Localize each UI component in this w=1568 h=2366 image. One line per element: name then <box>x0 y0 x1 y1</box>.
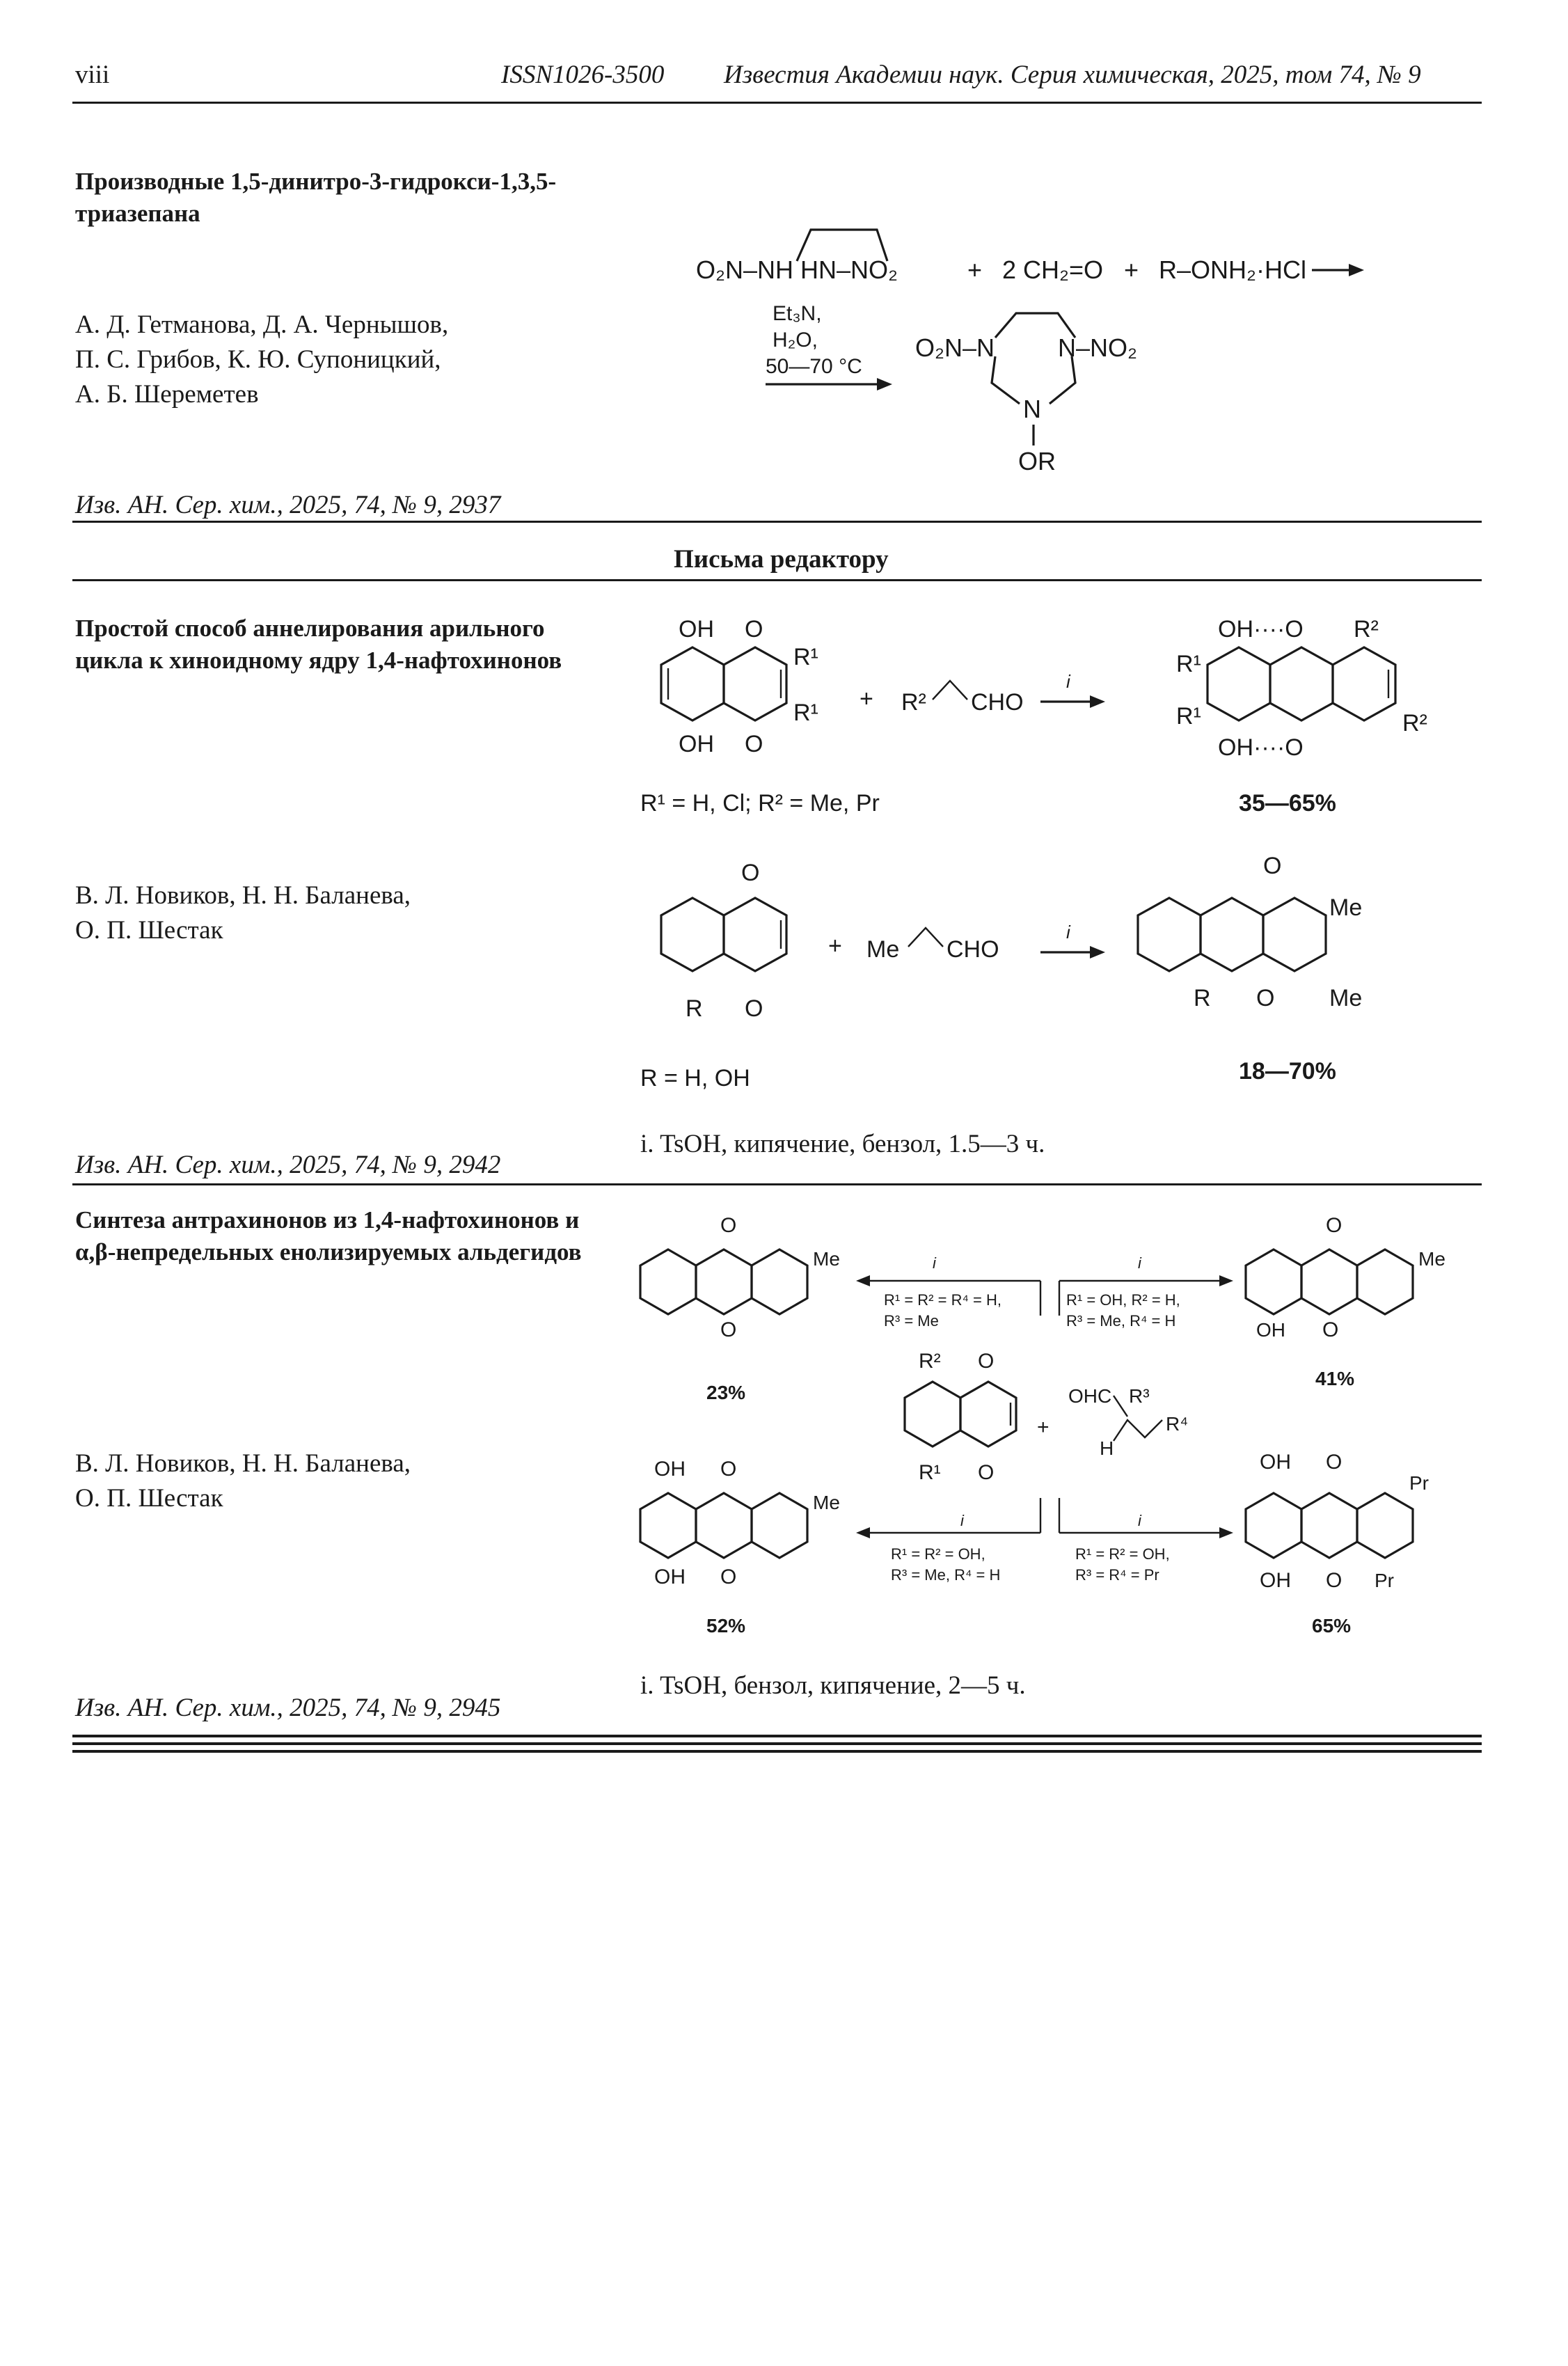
ring <box>905 1382 960 1446</box>
label: Me <box>813 1248 840 1270</box>
condition-line: Et₃N, <box>773 302 822 325</box>
section-heading: Письма редактору <box>674 545 889 574</box>
ring <box>1301 1249 1357 1314</box>
ring <box>696 1249 752 1314</box>
bond <box>1114 1396 1127 1417</box>
end-rule <box>72 1742 1482 1745</box>
label: CHO <box>947 936 999 963</box>
ring <box>1246 1249 1301 1314</box>
label: i <box>1066 922 1070 943</box>
label: Pr <box>1409 1472 1429 1494</box>
arrow-head <box>856 1275 870 1286</box>
ring <box>1138 898 1201 971</box>
ring <box>960 1382 1016 1446</box>
condition: R³ = Me, R⁴ = H <box>891 1566 1001 1584</box>
scheme-reagent-hydroxylamine: R–ONH₂·HCl <box>1159 255 1306 284</box>
label: R⁴ <box>1166 1413 1189 1435</box>
label: i <box>933 1254 936 1272</box>
label: OH <box>654 1458 686 1481</box>
arrow-head <box>856 1527 870 1538</box>
ring <box>1263 898 1326 971</box>
arrow-head <box>1090 695 1105 708</box>
page-number: viii <box>75 61 110 89</box>
chain <box>933 681 967 700</box>
label: O <box>1326 1451 1343 1474</box>
scheme-annelation <box>626 606 1482 1142</box>
label: Me <box>813 1492 840 1513</box>
journal-title: Известия Академии наук. Серия химическая, 2025, том 74, № 9 <box>724 61 1421 89</box>
author-line: О. П. Шестак <box>75 916 223 945</box>
ring <box>1333 647 1395 720</box>
label: O <box>978 1461 995 1484</box>
arrow-head <box>1219 1527 1233 1538</box>
plus: + <box>1037 1416 1050 1439</box>
label: O <box>978 1350 995 1373</box>
article-2-citation: Изв. АН. Сер. хим., 2025, 74, № 9, 2942 <box>75 1151 501 1179</box>
label: O <box>741 860 760 886</box>
label: OH <box>654 1565 686 1588</box>
label: R¹ <box>793 644 818 670</box>
author-line: А. Б. Шереметев <box>75 380 259 409</box>
condition: R¹ = OH, R² = H, <box>1066 1291 1180 1309</box>
label: O <box>745 731 763 757</box>
section-rule <box>72 521 1482 523</box>
article-2-title: Простой способ аннелирования арильного цикла к хиноидному ядру 1,4-нафтохинонов <box>75 615 562 674</box>
scheme-triazepane <box>668 209 1455 487</box>
yield: 35—65% <box>1239 790 1336 817</box>
label: OH <box>1260 1451 1291 1474</box>
end-rule <box>72 1735 1482 1737</box>
arrow-head <box>1090 946 1105 959</box>
scheme-plus: + <box>1124 255 1139 284</box>
label: i <box>1138 1254 1141 1272</box>
article-3-title: Синтеза антрахинонов из 1,4-нафтохинонов и α,β-непредельных енолизируемых альдегидов <box>75 1206 582 1265</box>
ring <box>661 647 724 720</box>
condition: R = H, OH <box>640 1065 750 1091</box>
ring <box>1270 647 1333 720</box>
scheme-anthraquinones <box>626 1211 1482 1671</box>
issn: ISSN1026-3500 <box>501 61 665 89</box>
label: Me <box>1329 985 1363 1011</box>
article-3-footnote: i. TsOH, бензол, кипячение, 2—5 ч. <box>640 1671 1026 1700</box>
ring <box>752 1249 807 1314</box>
label: OH <box>1256 1319 1285 1341</box>
condition: R³ = Me <box>884 1312 939 1330</box>
ring-left <box>992 356 1020 404</box>
label: R¹ <box>793 700 818 726</box>
condition-line: 50—70 °C <box>766 355 862 378</box>
scheme-reagent-formaldehyde: 2 CH₂=O <box>1002 255 1104 284</box>
ring <box>1357 1249 1413 1314</box>
condition: R¹ = R² = OH, <box>891 1545 985 1563</box>
ring <box>1357 1493 1413 1558</box>
ring <box>661 898 724 971</box>
ring <box>696 1493 752 1558</box>
label: R <box>1194 985 1211 1011</box>
condition-line: H₂O, <box>773 329 818 352</box>
yield: 52% <box>706 1615 746 1637</box>
label: O <box>1263 853 1282 879</box>
label: R¹ <box>1176 703 1201 729</box>
label: O <box>745 616 763 642</box>
ring <box>640 1493 696 1558</box>
ring <box>1246 1493 1301 1558</box>
label: R <box>686 995 703 1022</box>
author-line: О. П. Шестак <box>75 1484 223 1513</box>
condition: R³ = Me, R⁴ = H <box>1066 1312 1176 1330</box>
author-line: В. Л. Новиков, Н. Н. Баланева, <box>75 881 411 910</box>
label: R² <box>1402 710 1427 736</box>
label: O <box>1326 1569 1343 1592</box>
label: O <box>1326 1214 1343 1237</box>
product-label: OR <box>1018 447 1056 475</box>
label: OH <box>1260 1569 1291 1592</box>
arrow-head <box>877 378 892 391</box>
article-2-authors <box>75 878 604 948</box>
label: R¹ <box>919 1461 941 1484</box>
label: R² <box>1354 616 1379 642</box>
product-label: N <box>1023 395 1041 423</box>
label: OH <box>679 616 714 642</box>
label: R² <box>919 1350 941 1373</box>
condition: R¹ = R² = R⁴ = H, <box>884 1291 1001 1309</box>
yield: 41% <box>1315 1368 1355 1389</box>
ring <box>752 1493 807 1558</box>
header-rule <box>72 102 1482 104</box>
author-line: В. Л. Новиков, Н. Н. Баланева, <box>75 1449 411 1478</box>
label: i <box>1066 671 1070 692</box>
article-rule <box>72 1183 1482 1185</box>
label: OH····O <box>1218 616 1304 642</box>
label: R¹ <box>1176 651 1201 677</box>
article-1-title: Производные 1,5-динитро-3-гидрокси-1,3,5-триазепана <box>75 168 557 227</box>
ring <box>724 898 786 971</box>
yield: 18—70% <box>1239 1058 1336 1085</box>
label: OH <box>679 731 714 757</box>
ring <box>1207 647 1270 720</box>
label: R² <box>901 689 926 716</box>
label: Me <box>1329 894 1363 921</box>
label: O <box>1256 985 1275 1011</box>
plus: + <box>828 933 842 959</box>
product-label: N–NO₂ <box>1058 333 1137 362</box>
yield: 23% <box>706 1382 746 1403</box>
label: R³ <box>1129 1385 1150 1407</box>
condition: R¹ = H, Cl; R² = Me, Pr <box>640 790 880 817</box>
yield: 65% <box>1312 1615 1352 1637</box>
ring <box>1201 898 1263 971</box>
article-2-footnote: i. TsOH, кипячение, бензол, 1.5—3 ч. <box>640 1130 1045 1158</box>
product-label: O₂N–N <box>915 333 995 362</box>
chain <box>908 928 943 947</box>
ring <box>1301 1493 1357 1558</box>
article-1-citation: Изв. АН. Сер. хим., 2025, 74, № 9, 2937 <box>75 491 501 519</box>
label: O <box>745 995 763 1022</box>
article-3-authors <box>75 1446 604 1516</box>
article-1-authors <box>75 308 604 412</box>
arrow-head <box>1349 264 1364 276</box>
ring <box>640 1249 696 1314</box>
label: O <box>720 1565 737 1588</box>
label: i <box>1138 1512 1141 1529</box>
label: O <box>1322 1318 1339 1341</box>
section-rule <box>72 579 1482 581</box>
chain <box>1114 1420 1162 1441</box>
end-rule <box>72 1750 1482 1753</box>
article-3-citation: Изв. АН. Сер. хим., 2025, 74, № 9, 2945 <box>75 1694 501 1722</box>
condition: R¹ = R² = OH, <box>1075 1545 1170 1563</box>
author-line: А. Д. Гетманова, Д. А. Чернышов, <box>75 310 449 339</box>
plus: + <box>860 686 873 712</box>
scheme-plus: + <box>967 255 983 284</box>
label: Pr <box>1375 1570 1394 1591</box>
ring <box>724 647 786 720</box>
label: H <box>1100 1437 1114 1459</box>
condition: R³ = R⁴ = Pr <box>1075 1566 1159 1584</box>
author-line: П. С. Грибов, К. Ю. Супоницкий, <box>75 345 441 374</box>
label: Me <box>866 936 900 963</box>
arrow-head <box>1219 1275 1233 1286</box>
label: OHC <box>1068 1385 1112 1407</box>
ring-right <box>1050 356 1075 404</box>
scheme-reagent-diamine: O₂N–NH HN–NO₂ <box>696 255 898 284</box>
label: i <box>960 1512 964 1529</box>
label: O <box>720 1458 737 1481</box>
label: O <box>720 1318 737 1341</box>
label: Me <box>1418 1248 1446 1270</box>
label: O <box>720 1214 737 1237</box>
label: OH····O <box>1218 734 1304 761</box>
label: CHO <box>971 689 1024 716</box>
